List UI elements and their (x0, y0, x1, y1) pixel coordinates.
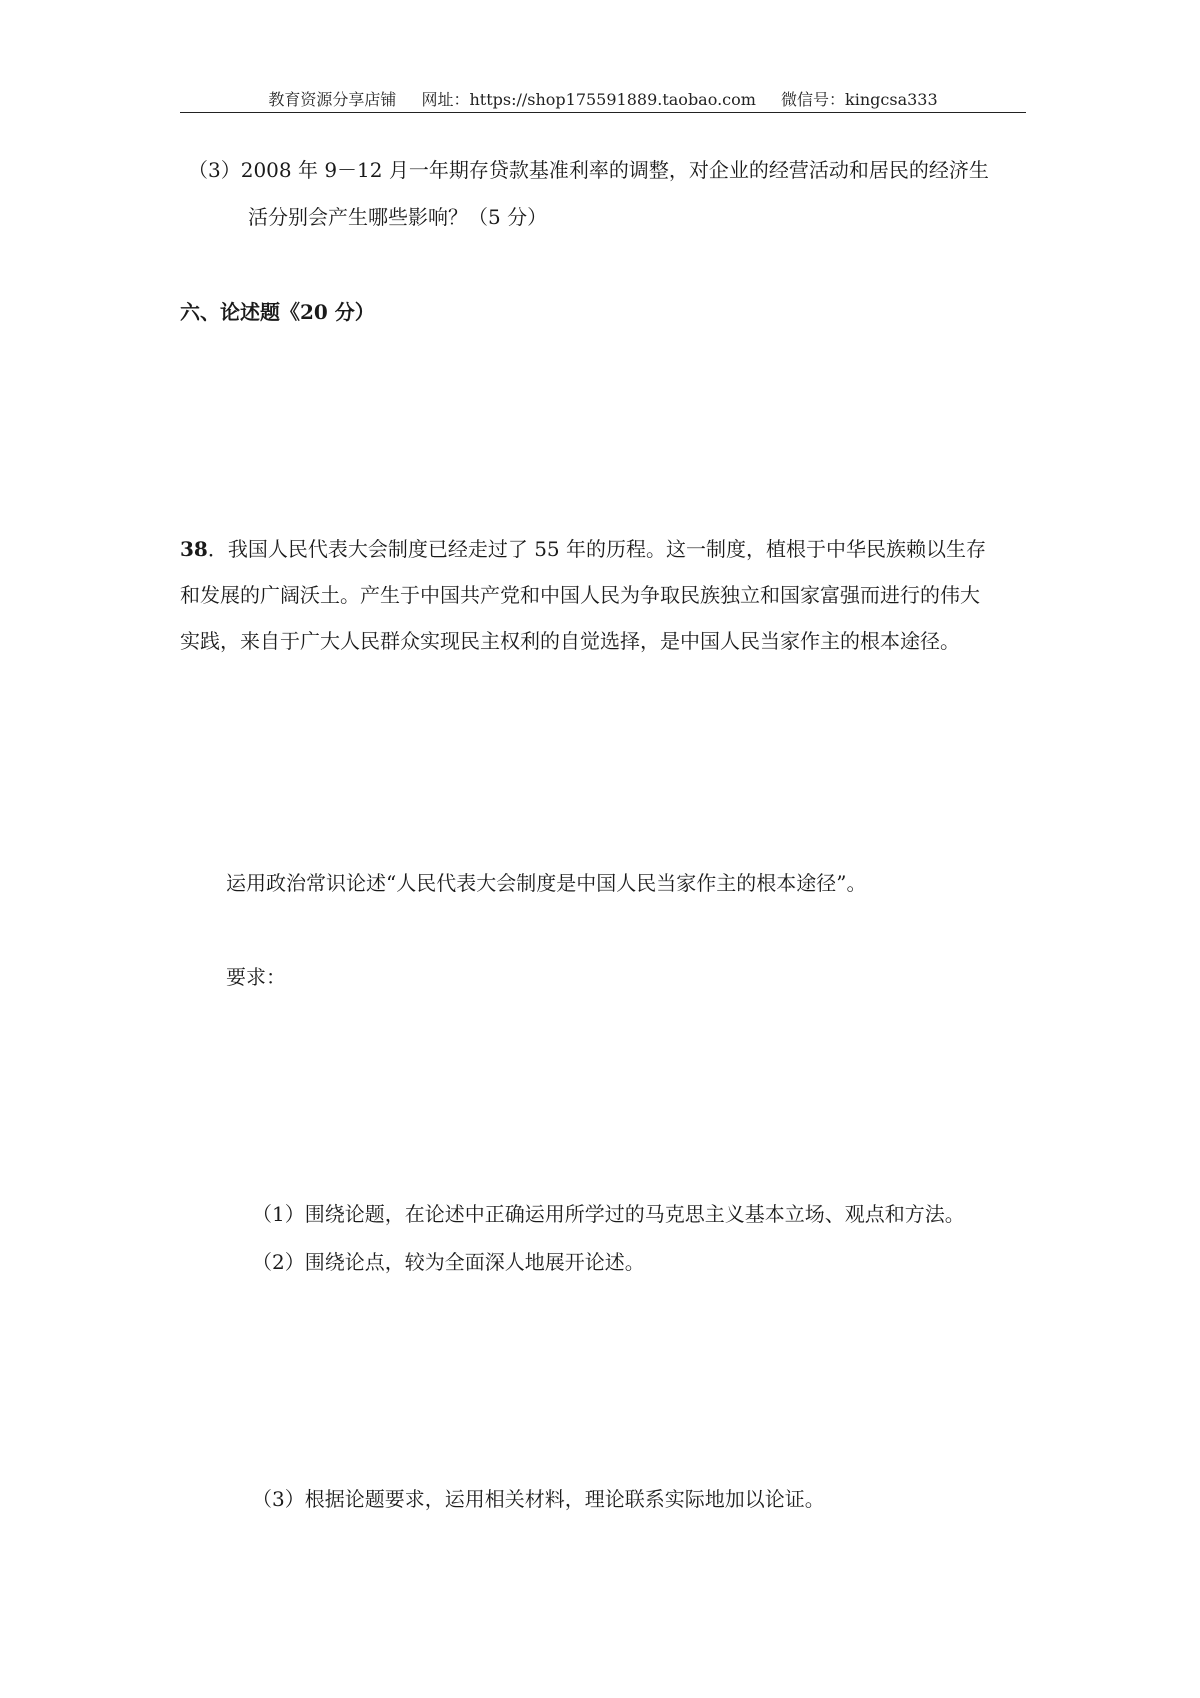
q38-prompt: 运用政治常识论述“人民代表大会制度是中国人民当家作主的根本途径”。 (226, 871, 867, 895)
page-header (180, 86, 1026, 114)
q38-requirements-label: 要求： (226, 965, 286, 989)
section6-title: 六、论述题《20 分） (180, 300, 375, 324)
header-shop: 教育资源分享店铺 (268, 90, 397, 109)
q37-part3-line1: （3）2008 年 9－12 月一年期存贷款基准利率的调整，对企业的经营活动和居民的经济生 (188, 158, 989, 182)
q38-requirement-1: （1）围绕论题，在论述中正确运用所学过的马克思主义基本立场、观点和方法。 (252, 1202, 965, 1226)
q37-part3-line2: 活分别会产生哪些影响？（5 分） (248, 205, 548, 229)
header-url: 网址：https://shop175591889.taobao.com (421, 90, 756, 109)
q38-requirement-3: （3）根据论题要求，运用相关材料，理论联系实际地加以论证。 (252, 1487, 825, 1511)
q38-line2: 和发展的广阔沃土。产生于中国共产党和中国人民为争取民族独立和国家富强而进行的伟大 (180, 583, 980, 607)
header-wechat: 微信号：kingcsa333 (781, 90, 938, 109)
q38-line1 (180, 532, 986, 566)
header-rule (180, 112, 1026, 113)
q38-line1-text: ．我国人民代表大会制度已经走过了 55 年的历程。这一制度，植根于中华民族赖以生存 (207, 537, 987, 561)
q38-number: 38 (180, 537, 208, 561)
q38-line3: 实践，来自于广大人民群众实现民主权利的自觉选择，是中国人民当家作主的根本途径。 (180, 629, 960, 653)
q38-requirement-2: （2）围绕论点，较为全面深人地展开论述。 (252, 1250, 645, 1274)
